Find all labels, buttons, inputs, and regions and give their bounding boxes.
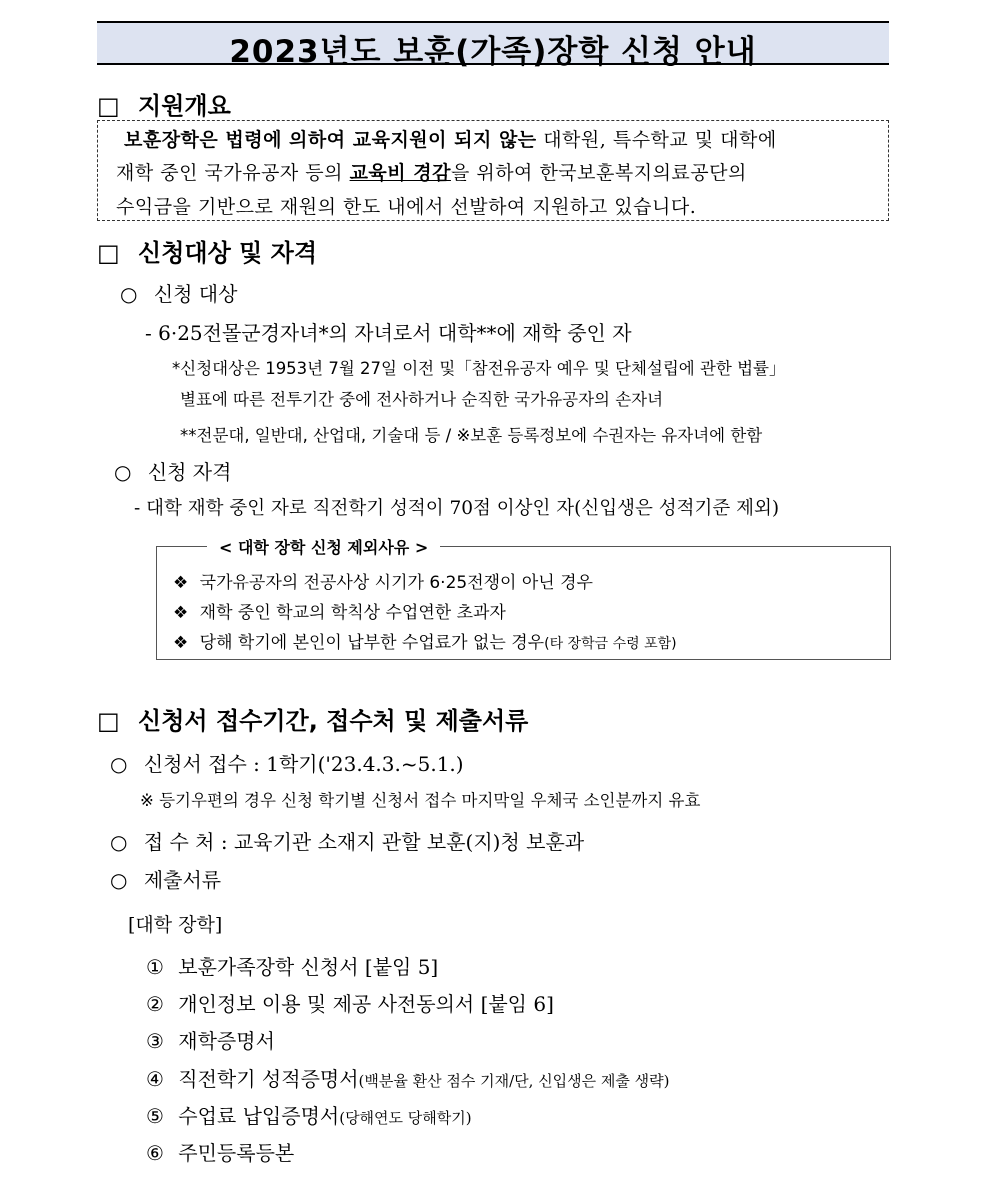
document-item: ② 개인정보 이용 및 제공 사전동의서 [붙임 6] <box>146 992 554 1016</box>
document-item: ⑥ 주민등록등본 <box>146 1141 295 1165</box>
document-item: ⑤ 수업료 납입증명서(당해연도 당해학기) <box>146 1104 472 1128</box>
target-note-2: **전문대, 일반대, 산업대, 기술대 등 / ※보훈 등록정보에 수권자는 유자녀에 한함 <box>180 426 763 445</box>
exclusion-item: ❖ 당해 학기에 본인이 납부한 수업료가 없는 경우(타 장학금 수령 포함) <box>173 633 677 653</box>
square-bullet-icon: □ <box>97 707 120 735</box>
overview-line-3: 수익금을 기반으로 재원의 한도 내에서 선발하여 지원하고 있습니다. <box>116 196 697 218</box>
circle-bullet-icon: ○ <box>110 752 128 776</box>
target-item: - 6·25전몰군경자녀*의 자녀로서 대학**에 재학 중인 자 <box>145 321 632 345</box>
diamond-bullet-icon: ❖ <box>173 603 189 623</box>
qualification-item: - 대학 재학 중인 자로 직전학기 성적이 70점 이상인 자(신입생은 성적기준 제외) <box>134 498 780 519</box>
receipt-place: ○ 접 수 처 : 교육기관 소재지 관할 보훈(지)청 보훈과 <box>110 830 585 854</box>
diamond-bullet-icon: ❖ <box>173 573 189 593</box>
circle-bullet-icon: ○ <box>110 868 128 892</box>
circle-bullet-icon: ○ <box>120 282 138 306</box>
diamond-bullet-icon: ❖ <box>173 633 189 653</box>
circle-bullet-icon: ○ <box>114 460 132 484</box>
overview-box <box>97 120 889 221</box>
receipt-note: ※ 등기우편의 경우 신청 학기별 신청서 접수 마지막일 우체국 소인분까지 유효 <box>140 791 701 810</box>
document-item: ④ 직전학기 성적증명서(백분율 환산 점수 기재/단, 신입생은 제출 생략) <box>146 1067 670 1091</box>
square-bullet-icon: □ <box>97 239 120 267</box>
page-title: 2023년도 보훈(가족)장학 신청 안내 <box>229 34 757 70</box>
target-note-1a: *신청대상은 1953년 7월 27일 이전 및「참전유공자 예우 및 단체설립에 관한 법률」 <box>172 359 786 378</box>
overview-line-2: 재학 중인 국가유공자 등의 교육비 경감을 위하여 한국보훈복지의료공단의 <box>116 162 747 184</box>
circle-bullet-icon: ○ <box>110 830 128 854</box>
documents-label: ○ 제출서류 <box>110 868 222 892</box>
exclusion-item: ❖ 국가유공자의 전공사상 시기가 6·25전쟁이 아닌 경우 <box>173 573 593 593</box>
title-banner <box>97 21 889 70</box>
target-note-1b: 별표에 따른 전투기간 중에 전사하거나 순직한 국가유공자의 손자녀 <box>180 390 664 409</box>
university-scholarship-label: [대학 장학] <box>128 914 223 936</box>
section-heading-application: □ 신청서 접수기간, 접수처 및 제출서류 <box>97 707 529 735</box>
document-item: ① 보훈가족장학 신청서 [붙임 5] <box>146 955 439 979</box>
receipt-period: ○ 신청서 접수 : 1학기('23.4.3.~5.1.) <box>110 752 464 776</box>
section-heading-eligibility: □ 신청대상 및 자격 <box>97 239 318 267</box>
section-heading-overview: □ 지원개요 <box>97 92 231 120</box>
overview-line-1: 보훈장학은 법령에 의하여 교육지원이 되지 않는 대학원, 특수학교 및 대학에 <box>124 129 777 151</box>
document-item: ③ 재학증명서 <box>146 1029 275 1053</box>
target-label: ○ 신청 대상 <box>120 282 238 306</box>
qualification-label: ○ 신청 자격 <box>114 460 232 484</box>
exclusion-box <box>156 538 891 660</box>
exclusion-item: ❖ 재학 중인 학교의 학칙상 수업연한 초과자 <box>173 603 506 623</box>
square-bullet-icon: □ <box>97 92 120 120</box>
exclusion-title: < 대학 장학 신청 제외사유 > <box>207 535 440 558</box>
